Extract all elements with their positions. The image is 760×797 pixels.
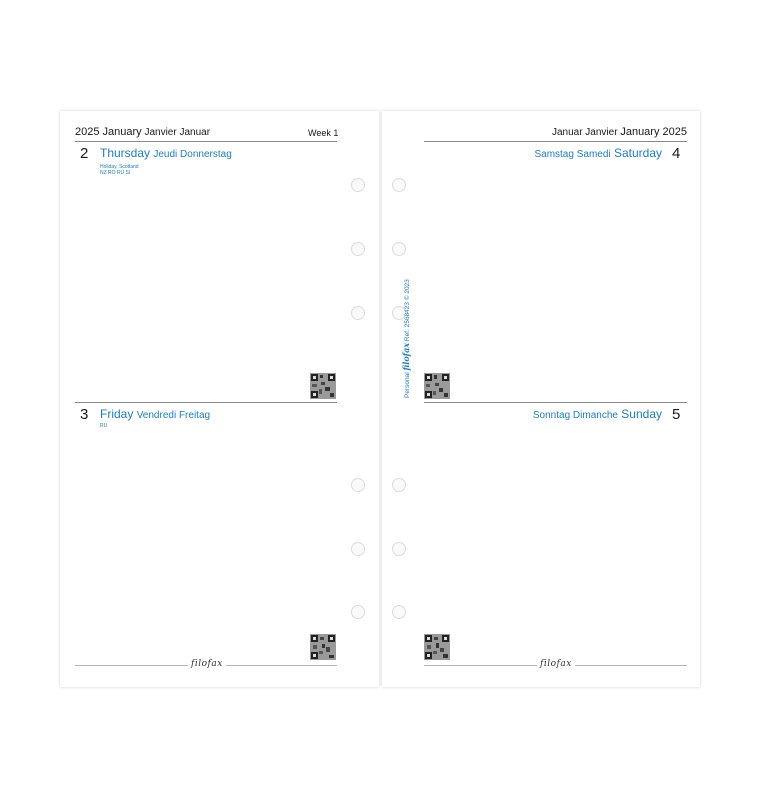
binder-hole <box>392 242 406 256</box>
qr-code-icon <box>424 373 450 399</box>
right-diary-page <box>382 111 700 687</box>
left-footer-logo: filofax <box>188 659 226 669</box>
day-name-saturday-en: Saturday <box>613 146 662 160</box>
qr-code-icon <box>310 634 336 660</box>
binder-hole <box>351 178 365 192</box>
day-name-saturday-other: Samstag Samedi <box>534 149 611 160</box>
right-header-month-year: January 2025 <box>620 126 687 138</box>
spine-text <box>401 279 411 398</box>
day-number-saturday: 4 <box>672 145 681 162</box>
day-number-friday: 3 <box>80 406 89 423</box>
right-header-title <box>552 126 687 138</box>
day-name-friday-en: Friday <box>100 407 134 421</box>
day-name-friday-other: Vendredi Freitag <box>136 410 211 421</box>
right-footer-logo: filofax <box>537 659 575 669</box>
day-name-sunday-other: Sonntag Dimanche <box>532 410 618 421</box>
binder-hole <box>351 478 365 492</box>
right-mid-rule <box>424 402 687 403</box>
day-name-sunday-en: Sunday <box>621 407 662 421</box>
binder-hole <box>392 178 406 192</box>
left-mid-rule <box>75 402 337 403</box>
binder-hole <box>392 605 406 619</box>
day-name-sunday <box>533 407 662 421</box>
binder-hole <box>392 478 406 492</box>
binder-hole <box>351 242 365 256</box>
right-header-other-langs: Januar Janvier <box>551 127 618 138</box>
left-header-title <box>75 126 210 138</box>
day-name-saturday <box>534 146 662 160</box>
spine-ref: Ref. 2568423 <box>404 302 411 342</box>
day-name-thursday-other: Jeudi Donnerstag <box>153 149 232 160</box>
country-codes-friday: RU <box>100 423 108 429</box>
left-header-year-month: 2025 January <box>75 126 142 138</box>
spine-copyright: © 2023 <box>404 279 411 301</box>
day-number-sunday: 5 <box>672 406 681 423</box>
left-header-other-langs: Janvier Januar <box>144 127 211 138</box>
qr-code-icon <box>424 634 450 660</box>
binder-hole <box>351 542 365 556</box>
week-label: Week 1 <box>308 128 339 138</box>
spine-personal: Personal <box>404 372 411 398</box>
day-name-thursday <box>100 146 232 160</box>
binder-hole <box>392 542 406 556</box>
holiday-note-thursday: Holiday, Scotland <box>100 164 139 170</box>
day-number-thursday: 2 <box>80 145 89 162</box>
binder-hole <box>351 605 365 619</box>
binder-hole <box>351 306 365 320</box>
left-diary-page <box>60 111 379 687</box>
right-header-rule <box>424 141 687 142</box>
day-name-thursday-en: Thursday <box>100 146 151 160</box>
left-header-rule <box>75 141 337 142</box>
day-name-friday <box>100 407 210 421</box>
country-codes-thursday: NZ RO RU SI <box>100 170 131 176</box>
qr-code-icon <box>310 373 336 399</box>
spine-brand-logo: filofax <box>401 342 411 371</box>
